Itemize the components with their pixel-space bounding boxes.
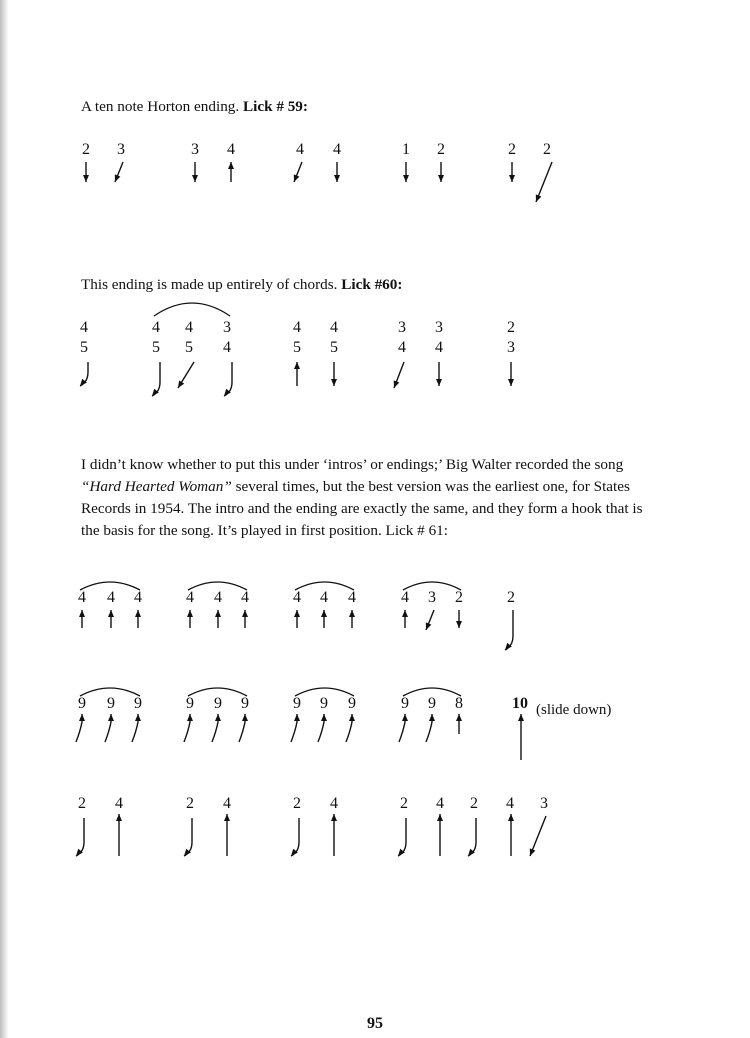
tab-note: 5 bbox=[152, 339, 160, 356]
draw-arrow-head bbox=[436, 379, 442, 386]
blow-arrow-head bbox=[108, 610, 114, 617]
bend-draw-arrow-head bbox=[178, 380, 184, 388]
tab-note: 3 bbox=[507, 339, 515, 356]
tab-note: 2 bbox=[400, 795, 408, 812]
slide-down-note: (slide down) bbox=[536, 702, 612, 718]
tab-note: 2 bbox=[455, 589, 463, 606]
tab-note: 4 bbox=[435, 339, 443, 356]
tab-note: 2 bbox=[437, 141, 445, 158]
tab-note: 5 bbox=[293, 339, 301, 356]
lick-61-caption-a: I didn’t know whether to put this under ‘intros’ or endings;’ Big Walter recorded the song bbox=[81, 456, 624, 473]
tab-note: 2 bbox=[82, 141, 90, 158]
bend-draw-arrow-head bbox=[426, 622, 432, 630]
tab-note: 4 bbox=[185, 319, 193, 336]
tab-note: 4 bbox=[293, 589, 301, 606]
tab-note: 3 bbox=[191, 141, 199, 158]
tab-note: 2 bbox=[543, 141, 551, 158]
tab-note: 1 bbox=[402, 141, 410, 158]
tab-note: 4 bbox=[398, 339, 406, 356]
tab-note: 4 bbox=[330, 319, 338, 336]
bend-blow-arrow-head bbox=[215, 714, 221, 721]
blow-arrow-head bbox=[518, 714, 524, 721]
tab-note: 3 bbox=[428, 589, 436, 606]
tab-note: 10 bbox=[512, 695, 528, 712]
tab-note: 4 bbox=[107, 589, 115, 606]
bend-draw-arrow-head bbox=[294, 174, 300, 182]
tab-note: 4 bbox=[293, 319, 301, 336]
blow-arrow-head bbox=[331, 814, 337, 821]
slur-arc bbox=[403, 688, 461, 696]
tab-note: 5 bbox=[80, 339, 88, 356]
tab-note: 4 bbox=[241, 589, 249, 606]
tab-note: 2 bbox=[507, 319, 515, 336]
lick-59-caption: A ten note Horton ending. bbox=[81, 98, 240, 115]
blow-arrow-head bbox=[116, 814, 122, 821]
slur-arc bbox=[188, 688, 247, 696]
tab-note: 4 bbox=[186, 589, 194, 606]
blow-arrow-head bbox=[321, 610, 327, 617]
blow-arrow-head bbox=[79, 610, 85, 617]
bend-blow-arrow-head bbox=[108, 714, 114, 721]
blow-arrow-head bbox=[242, 610, 248, 617]
bend-blow-arrow-head bbox=[187, 714, 193, 721]
tab-note: 4 bbox=[214, 589, 222, 606]
bend-blow-arrow-head bbox=[135, 714, 141, 721]
slur-arc bbox=[295, 582, 354, 590]
bend-draw-arrow-head bbox=[530, 848, 536, 856]
tab-note: 2 bbox=[508, 141, 516, 158]
blow-arrow-head bbox=[215, 610, 221, 617]
tab-note: 9 bbox=[348, 695, 356, 712]
blow-arrow-head bbox=[294, 362, 300, 369]
blow-arrow-head bbox=[187, 610, 193, 617]
tab-note: 9 bbox=[293, 695, 301, 712]
tab-note: 4 bbox=[330, 795, 338, 812]
blow-arrow-head bbox=[228, 162, 234, 169]
bend-draw-arrow-head bbox=[394, 380, 400, 388]
bend-blow-arrow-head bbox=[294, 714, 300, 721]
slur-arc bbox=[80, 688, 140, 696]
tab-note: 4 bbox=[80, 319, 88, 336]
tab-note: 9 bbox=[428, 695, 436, 712]
blow-arrow-head bbox=[294, 610, 300, 617]
tab-note: 3 bbox=[540, 795, 548, 812]
blow-arrow-head bbox=[456, 714, 462, 721]
slur-arc bbox=[295, 688, 354, 696]
hooked-draw-arrow bbox=[505, 610, 513, 650]
tab-note: 4 bbox=[78, 589, 86, 606]
tab-note: 4 bbox=[227, 141, 235, 158]
draw-arrow-head bbox=[509, 175, 515, 182]
tab-note: 3 bbox=[435, 319, 443, 336]
tab-note: 2 bbox=[293, 795, 301, 812]
draw-arrow-head bbox=[403, 175, 409, 182]
lick-59-label: Lick # 59: bbox=[242, 98, 308, 115]
blow-arrow-head bbox=[402, 610, 408, 617]
lick-61-caption-b: several times, but the best version was the earliest one, for States Records in 1954. The intro and the ending are exactly the same, and they form a hook that is the basis for the song. It’s played in first position. Lick # 61: bbox=[81, 478, 643, 539]
tab-note: 4 bbox=[296, 141, 304, 158]
tab-note: 4 bbox=[401, 589, 409, 606]
draw-arrow-head bbox=[438, 175, 444, 182]
tab-note: 9 bbox=[214, 695, 222, 712]
draw-arrow-head bbox=[192, 175, 198, 182]
tab-note: 4 bbox=[320, 589, 328, 606]
slur-arc bbox=[154, 303, 230, 316]
bend-blow-arrow-head bbox=[402, 714, 408, 721]
tab-note: 5 bbox=[330, 339, 338, 356]
bend-blow-arrow-head bbox=[321, 714, 327, 721]
bend-blow-arrow-head bbox=[349, 714, 355, 721]
blow-arrow-head bbox=[349, 610, 355, 617]
tab-note: 4 bbox=[436, 795, 444, 812]
tab-note: 9 bbox=[320, 695, 328, 712]
blow-arrow-head bbox=[135, 610, 141, 617]
tab-note: 2 bbox=[78, 795, 86, 812]
tab-note: 2 bbox=[470, 795, 478, 812]
tab-note: 4 bbox=[115, 795, 123, 812]
tab-note: 9 bbox=[401, 695, 409, 712]
bend-blow-arrow-head bbox=[79, 714, 85, 721]
slur-arc bbox=[80, 582, 140, 590]
bend-draw-arrow-head bbox=[536, 194, 542, 202]
bend-draw-arrow-head bbox=[115, 174, 121, 182]
lick-60-label: Lick #60: bbox=[341, 276, 403, 293]
draw-arrow-head bbox=[456, 621, 462, 628]
slur-arc bbox=[188, 582, 247, 590]
blow-arrow-head bbox=[437, 814, 443, 821]
tab-note: 9 bbox=[241, 695, 249, 712]
draw-arrow-head bbox=[331, 379, 337, 386]
blow-arrow-head bbox=[224, 814, 230, 821]
tab-note: 4 bbox=[152, 319, 160, 336]
slur-arc bbox=[403, 582, 461, 590]
tab-note: 9 bbox=[186, 695, 194, 712]
tab-note: 4 bbox=[223, 339, 231, 356]
tab-note: 4 bbox=[223, 795, 231, 812]
lick-60-caption: This ending is made up entirely of chords. bbox=[81, 276, 338, 293]
tab-note: 8 bbox=[455, 695, 463, 712]
draw-arrow-head bbox=[508, 379, 514, 386]
tab-note: 5 bbox=[185, 339, 193, 356]
tab-note: 3 bbox=[223, 319, 231, 336]
tab-note: 9 bbox=[78, 695, 86, 712]
blow-arrow-head bbox=[508, 814, 514, 821]
song-title: “Hard Hearted Woman” bbox=[81, 478, 232, 495]
bend-blow-arrow-head bbox=[429, 714, 435, 721]
tab-note: 2 bbox=[507, 589, 515, 606]
tab-note: 9 bbox=[134, 695, 142, 712]
draw-arrow-head bbox=[334, 175, 340, 182]
tab-note: 4 bbox=[348, 589, 356, 606]
draw-arrow-head bbox=[83, 175, 89, 182]
tab-note: 4 bbox=[333, 141, 341, 158]
tab-note: 2 bbox=[186, 795, 194, 812]
bend-blow-arrow-head bbox=[242, 714, 248, 721]
tab-note: 3 bbox=[117, 141, 125, 158]
tab-note: 3 bbox=[398, 319, 406, 336]
tab-note: 4 bbox=[506, 795, 514, 812]
page-number: 95 bbox=[367, 1015, 383, 1032]
tab-note: 9 bbox=[107, 695, 115, 712]
tab-note: 4 bbox=[134, 589, 142, 606]
